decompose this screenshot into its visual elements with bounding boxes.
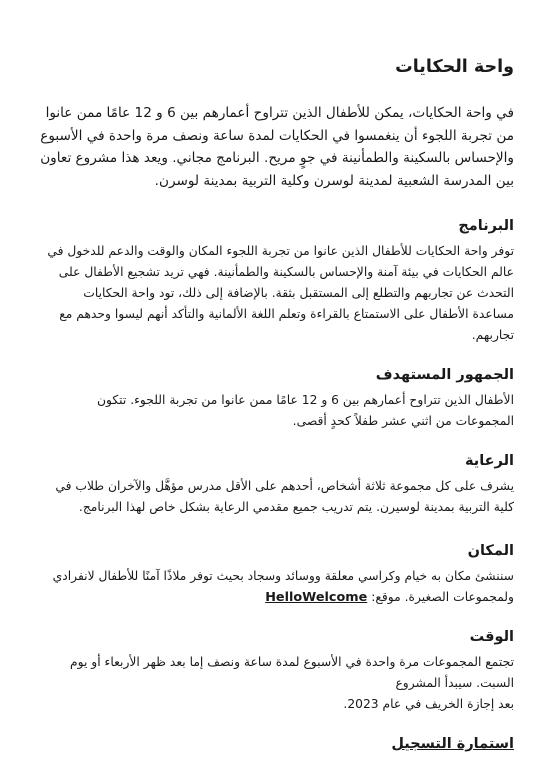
program-heading: البرنامج (458, 218, 514, 234)
audience-text: الأطفال الذين تتراوح أعمارهم بين 6 و 12 عامًا ممن عانوا من تجربة اللجوء. تتكون المجموعات من اثني عشر طفلاً كحدٍ أقصى. (97, 393, 514, 428)
time-heading: الوقت (469, 629, 514, 645)
time-paragraph (40, 652, 514, 715)
program-text: توفر واحة الحكايات للأطفال الذين عانوا من تجربة اللجوء المكان والوقت والدعم للدخول في عالم الحكايات في بيئة آمنة والإحساس بالسكينة والطمأنينة. فهي تريد تشجيع الأطفال على التحدث عن تجاربهم والتطلع إلى المستقبل بثقة. بالإضافة إلى ذلك، تود واحة الحكايات مساعدة الأطفال على الاستمتاع بالقراءة وتعلم اللغة الألمانية والتأكد أنهم ليسوا وحدهم مع تجاربهم. (47, 244, 514, 342)
place-text: سننشئ مكان به خيام وكراسي معلقة ووسائد وسجاد بحيث توفر ملاذًا آمنًا للأطفال لانفرادي ولمجموعات الصغيرة. موقع: (52, 569, 514, 604)
time-text-line1: تجتمع المجموعات مرة واحدة في الأسبوع لمدة ساعة ونصف إما بعد ظهر الأربعاء أو يوم السبت. سيبدأ المشروع (70, 655, 514, 690)
care-text: يشرف على كل مجموعة ثلاثة أشخاص، أحدهم على الأقل مدرس مؤهَّل والآخران طلاب في كلية التربية بمدينة لوسيرن. يتم تدريب جميع مقدمي الرعاية بشكل خاص لهذا البرنامج. (55, 479, 514, 514)
audience-heading: الجمهور المستهدف (375, 367, 514, 383)
place-heading: المكان (467, 543, 514, 559)
place-paragraph (40, 566, 514, 608)
intro-paragraph: في واحة الحكايات، يمكن للأطفال الذين تتراوح أعمارهم بين 6 و 12 عامًا ممن عانوا من تجربة اللجوء أن ينغمسوا في الحكايات لمدة ساعة ونصف مرة واحدة في الأسبوع والإحساس بالسكينة والطمأنينة في جوٍ مريح. البرنامج مجاني. ويعد هذا مشروع تعاون بين المدرسة الشعبية لمدينة لوسرن وكلية التربية بمدينة لوسرن. (40, 105, 514, 189)
location-link[interactable]: HelloWelcome (265, 590, 368, 605)
care-heading: الرعاية (464, 453, 514, 469)
page-title: واحة الحكايات (395, 57, 514, 77)
time-text-line2: بعد إجازة الخريف في عام 2023. (343, 697, 514, 711)
registration-form-link[interactable]: استمارة التسجيل (391, 736, 514, 752)
